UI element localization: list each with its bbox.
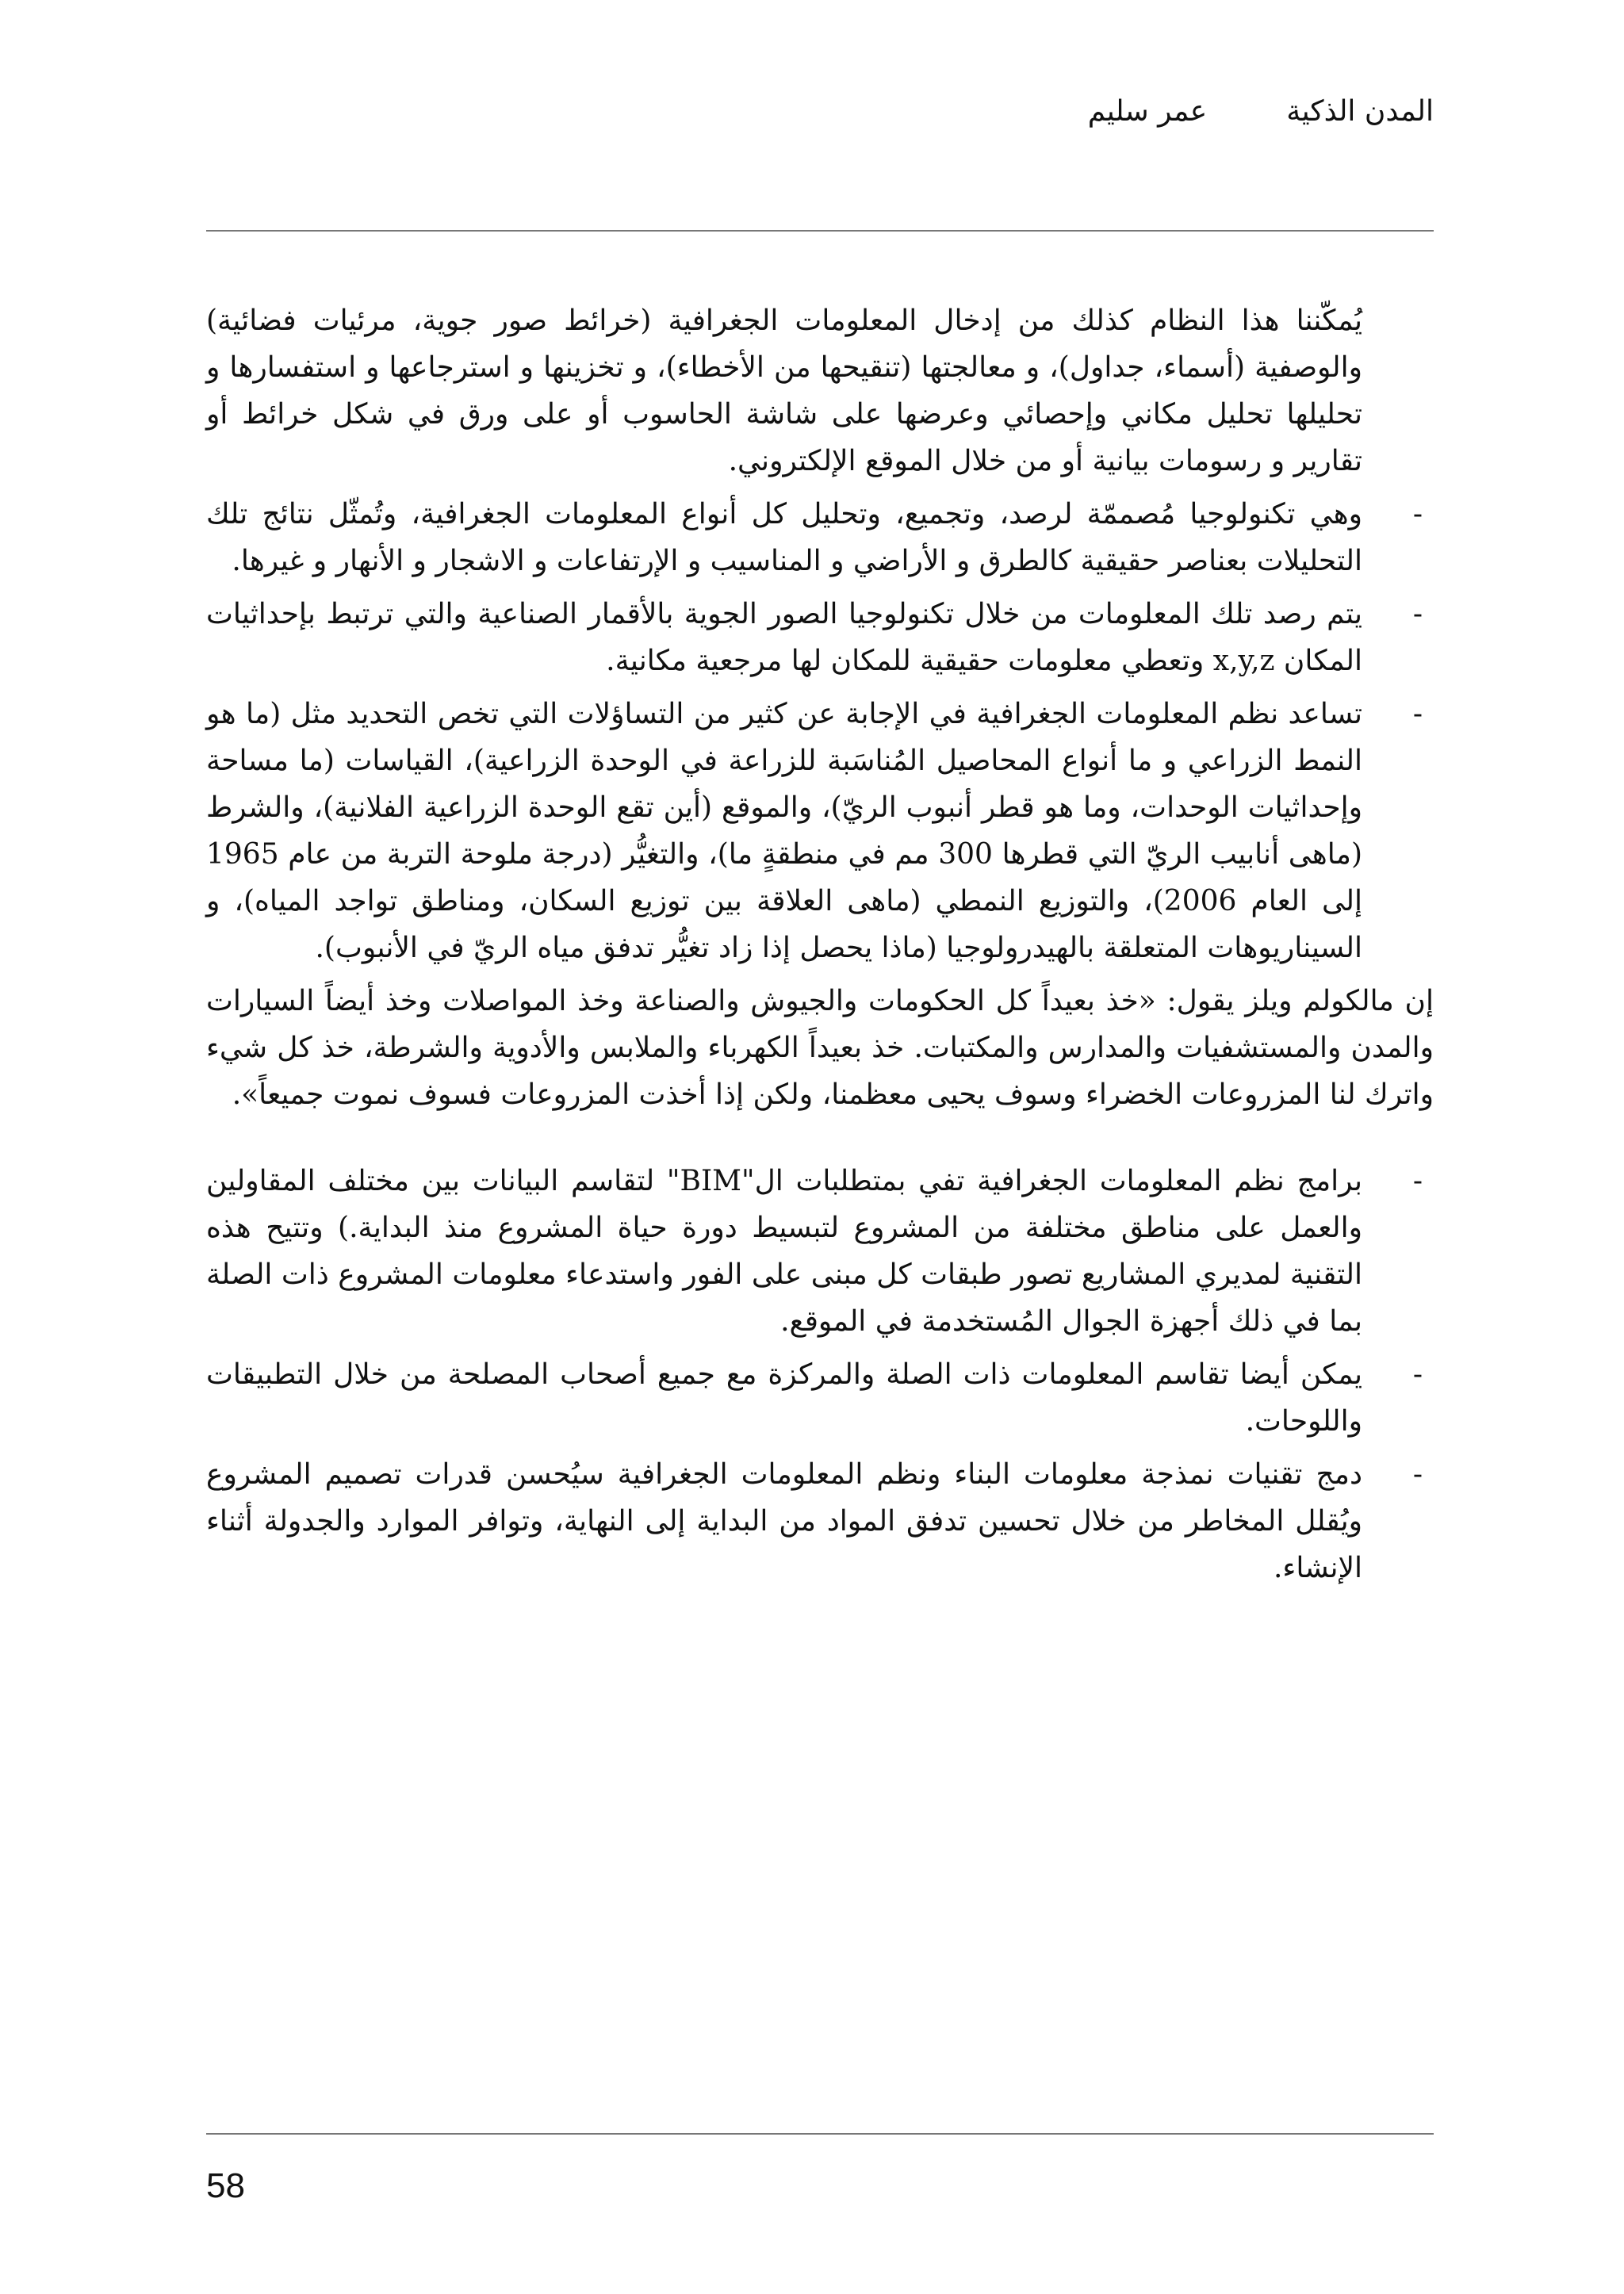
page-body (206, 297, 1434, 1598)
bullet-dash: - (1412, 698, 1423, 730)
list-item-text: يتم رصد تلك المعلومات من خلال تكنولوجيا الصور الجوية بالأقمار الصناعية والتي ترتبط بإحداثيات المكان x,y,z وتعطي معلومات حقيقية للمكان لها مرجعية مكانية. (206, 598, 1362, 677)
bullet-list-gis-description (206, 491, 1434, 971)
running-header (1088, 95, 1434, 128)
list-item-text: دمج تقنيات نمذجة معلومات البناء ونظم المعلومات الجغرافية سيُحسن قدرات تصميم المشروع ويُقلل المخاطر من خلال تحسين تدفق المواد من البداية إلى النهاية، وتوافر الموارد والجدولة أثناء الإنشاء. (206, 1458, 1362, 1584)
bullet-dash: - (1412, 1458, 1423, 1491)
list-item-text: وهي تكنولوجيا مُصممّة لرصد، وتجميع، وتحليل كل أنواع المعلومات الجغرافية، وتُمثّل نتائج تلك التحليلات بعناصر حقيقية كالطرق و الأراضي و المناسيب و الإرتفاعات و الاشجار و الأنهار و غيرها. (206, 498, 1362, 577)
bullet-list-bim-gis (206, 1158, 1434, 1591)
list-item-text: يمكن أيضا تقاسم المعلومات ذات الصلة والمركزة مع جميع أصحاب المصلحة من خلال التطبيقات واللوحات. (206, 1358, 1362, 1438)
bullet-dash: - (1412, 1165, 1423, 1197)
bullet-dash: - (1412, 598, 1423, 630)
bullet-dash: - (1412, 498, 1423, 530)
footer-divider (206, 2133, 1434, 2135)
list-item (206, 1351, 1434, 1445)
list-item (206, 691, 1434, 971)
header-divider (206, 230, 1434, 232)
list-item-text: تساعد نظم المعلومات الجغرافية في الإجابة عن كثير من التساؤلات التي تخص التحديد مثل (ما هو النمط الزراعي و ما أنواع المحاصيل المُناسَبة للزراعة في الوحدة الزراعية)، القياسات (ما مساحة وإحداثيات الوحدات، وما هو قطر أنبوب الريّ)، والموقع (أين تقع الوحدة الزراعية الفلانية)، والشرط (ماهى أنابيب الريّ التي قطرها 300 مم في منطقةٍ ما)، والتغيُّر (درجة ملوحة التربة من عام 1965 إلى العام 2006)، والتوزيع النمطي (ماهى العلاقة بين توزيع السكان، ومناطق تواجد المياه)، و السيناريوهات المتعلقة بالهيدرولوجيا (ماذا يحصل إذا زاد تغيُّر تدفق مياه الريّ في الأنبوب). (206, 698, 1362, 964)
header-author: عمر سليم (1087, 95, 1208, 128)
intro-paragraph: يُمكّننا هذا النظام كذلك من إدخال المعلومات الجغرافية (خرائط صور جوية، مرئيات فضائية) والوصفية (أسماء، جداول)، و معالجتها (تنقيحها من الأخطاء)، و تخزينها و استرجاعها و استفسارها و تحليلها تحليل مكاني وإحصائي وعرضها على شاشة الحاسوب أو على ورق في شكل خرائط أو تقارير و رسومات بيانية أو من خلال الموقع الإلكتروني. (206, 304, 1362, 477)
list-item (206, 1451, 1434, 1591)
list-item (206, 1158, 1434, 1345)
list-item-text: برامج نظم المعلومات الجغرافية تفي بمتطلبات ال"BIM" لتقاسم البيانات بين مختلف المقاولين والعمل على مناطق مختلفة من المشروع لتبسيط دورة حياة المشروع منذ البداية.) وتتيح هذه التقنية لمديري المشاريع تصور طبقات كل مبنى على الفور واستدعاء معلومات المشروع ذات الصلة بما في ذلك أجهزة الجوال المُستخدمة في الموقع. (206, 1165, 1362, 1338)
bullet-dash: - (1412, 1358, 1423, 1391)
malcolm-wells-quote: إن مالكولم ويلز يقول: «خذ بعيداً كل الحكومات والجيوش والصناعة وخذ المواصلات وخذ أيضاً السيارات والمدن والمستشفيات والمدارس والمكتبات. خذ بعيداً الكهرباء والملابس والأدوية والشرطة، خذ كل شيء واترك لنا المزروعات الخضراء وسوف يحيى معظمنا، ولكن إذا أخذت المزروعات فسوف نموت جميعاً». (206, 985, 1434, 1111)
list-item (206, 491, 1434, 584)
list-item (206, 591, 1434, 684)
page-number: 58 (206, 2166, 245, 2205)
header-book-title: المدن الذكية (1286, 95, 1434, 128)
